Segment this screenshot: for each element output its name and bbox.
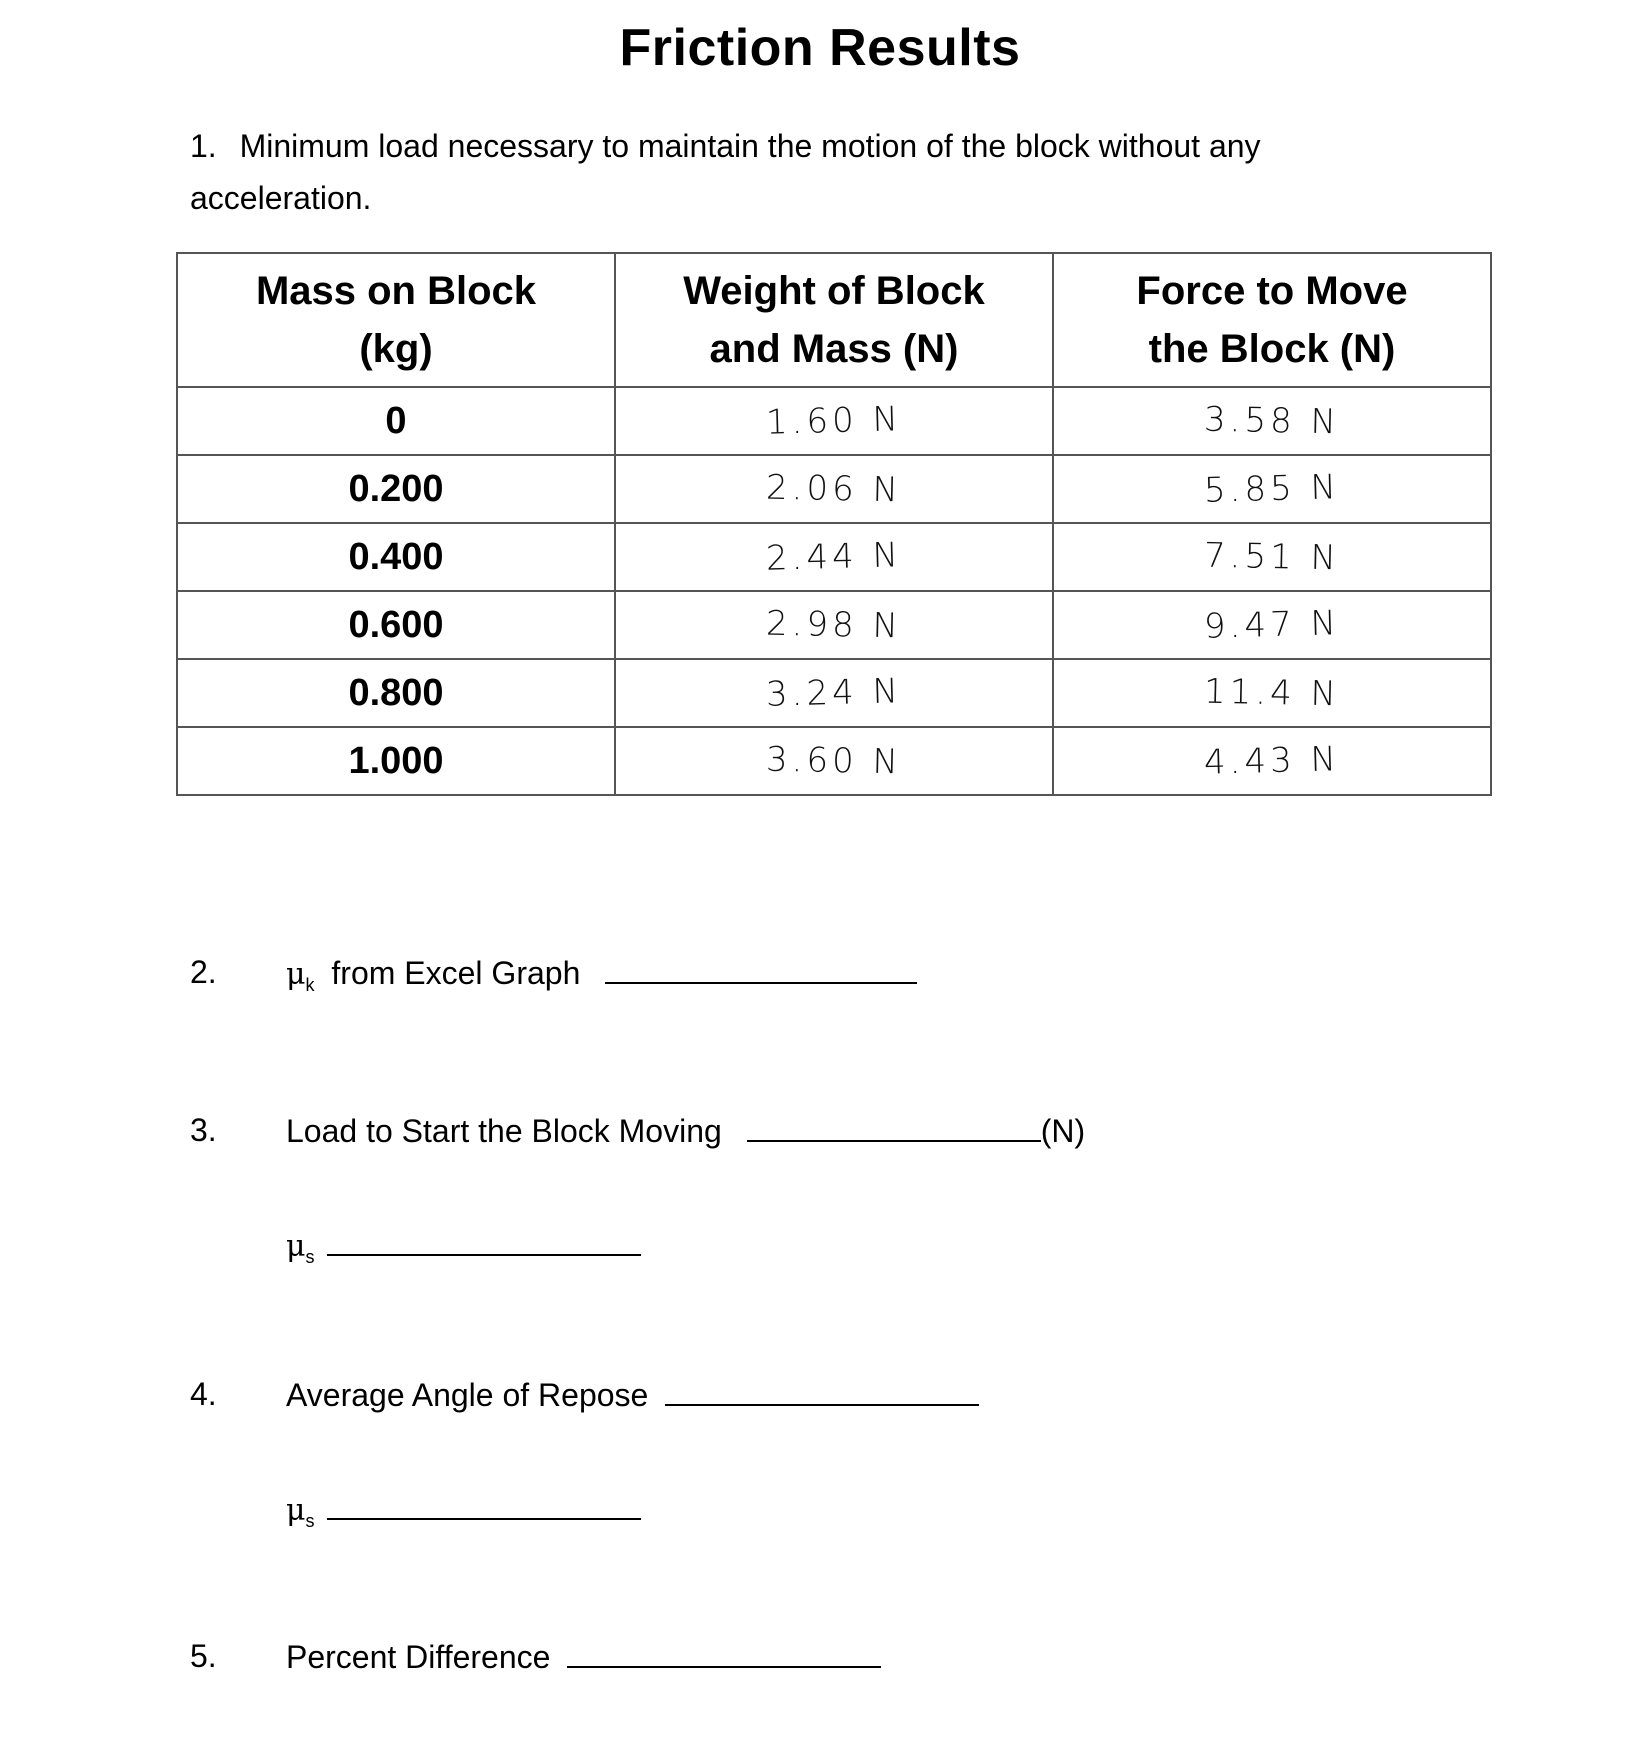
weight-cell [615, 659, 1053, 727]
weight-cell [615, 523, 1053, 591]
force-value: 11.4 N [1203, 671, 1341, 715]
question-3-unit: (N) [1040, 1113, 1086, 1149]
mu-symbol: μ [286, 957, 306, 992]
force-cell [1053, 455, 1491, 523]
question-2-line [286, 952, 917, 1005]
mu-symbol: μ [286, 1493, 306, 1528]
question-3-text: Load to Start the Block Moving [286, 1113, 722, 1149]
weight-cell [615, 455, 1053, 523]
question-5-number: 5. [190, 1638, 217, 1674]
question-4-number: 4. [190, 1376, 217, 1412]
table-row [177, 523, 1491, 591]
mu-k-symbol [286, 957, 315, 995]
question-3 [190, 1110, 1190, 1150]
answer-blank-mu-s-load[interactable] [327, 1224, 641, 1256]
table-row [177, 455, 1491, 523]
question-1-number: 1. [190, 128, 217, 164]
answer-blank-angle[interactable] [665, 1374, 979, 1406]
question-4 [190, 1374, 1090, 1414]
question-4-line [286, 1374, 979, 1415]
force-value: 5.85 N [1203, 467, 1341, 511]
question-5 [190, 1636, 1090, 1676]
question-2 [190, 952, 1090, 995]
question-1 [190, 120, 1430, 224]
question-3-number: 3. [190, 1112, 217, 1148]
question-4-mu-s [286, 1488, 786, 1531]
question-3-line [286, 1110, 1085, 1151]
mass-cell: 0.800 [177, 659, 615, 727]
force-cell [1053, 591, 1491, 659]
results-table [176, 252, 1492, 796]
mu-s-symbol [286, 1493, 315, 1531]
weight-cell [615, 727, 1053, 795]
mu-subscript: s [305, 1247, 315, 1267]
header-mass: Mass on Block (kg) [177, 253, 615, 387]
weight-value: 2.44 N [765, 535, 903, 579]
force-value: 7.51 N [1203, 535, 1341, 579]
question-1-text: Minimum load necessary to maintain the motion of the block without any acceleration. [190, 128, 1261, 216]
answer-blank-mu-k[interactable] [605, 952, 917, 984]
header-weight: Weight of Block and Mass (N) [615, 253, 1053, 387]
mu-symbol: μ [286, 1229, 306, 1264]
force-cell [1053, 523, 1491, 591]
mass-cell: 0.600 [177, 591, 615, 659]
force-cell [1053, 659, 1491, 727]
page-title: Friction Results [619, 19, 1021, 77]
weight-value: 3.24 N [765, 671, 903, 715]
mass-cell: 0.200 [177, 455, 615, 523]
answer-blank-percent[interactable] [567, 1636, 881, 1668]
mass-cell: 1.000 [177, 727, 615, 795]
mass-cell: 0.400 [177, 523, 615, 591]
weight-cell [615, 591, 1053, 659]
table-row [177, 727, 1491, 795]
table-row [177, 591, 1491, 659]
force-value: 3.58 N [1203, 399, 1341, 443]
question-4-text: Average Angle of Repose [286, 1377, 649, 1413]
question-5-line [286, 1636, 881, 1677]
weight-cell [615, 387, 1053, 455]
weight-value: 2.98 N [765, 603, 903, 647]
question-5-text: Percent Difference [286, 1639, 551, 1675]
mu-subscript: s [305, 1511, 315, 1531]
force-value: 9.47 N [1203, 603, 1341, 647]
question-2-text: from Excel Graph [331, 955, 581, 991]
weight-value: 2.06 N [765, 467, 903, 511]
question-3-mu-s [286, 1224, 786, 1267]
header-force: Force to Move the Block (N) [1053, 253, 1491, 387]
force-cell [1053, 387, 1491, 455]
force-value: 4.43 N [1203, 739, 1341, 783]
mu-s-symbol [286, 1229, 315, 1267]
weight-value: 1.60 N [765, 399, 903, 443]
question-2-number: 2. [190, 954, 217, 990]
mu-subscript: k [305, 975, 315, 995]
answer-blank-load[interactable] [747, 1110, 1041, 1142]
mass-cell: 0 [177, 387, 615, 455]
table-header-row [177, 253, 1491, 387]
answer-blank-mu-s-angle[interactable] [327, 1488, 641, 1520]
table-row [177, 659, 1491, 727]
table-row [177, 387, 1491, 455]
force-cell [1053, 727, 1491, 795]
weight-value: 3.60 N [765, 739, 903, 783]
